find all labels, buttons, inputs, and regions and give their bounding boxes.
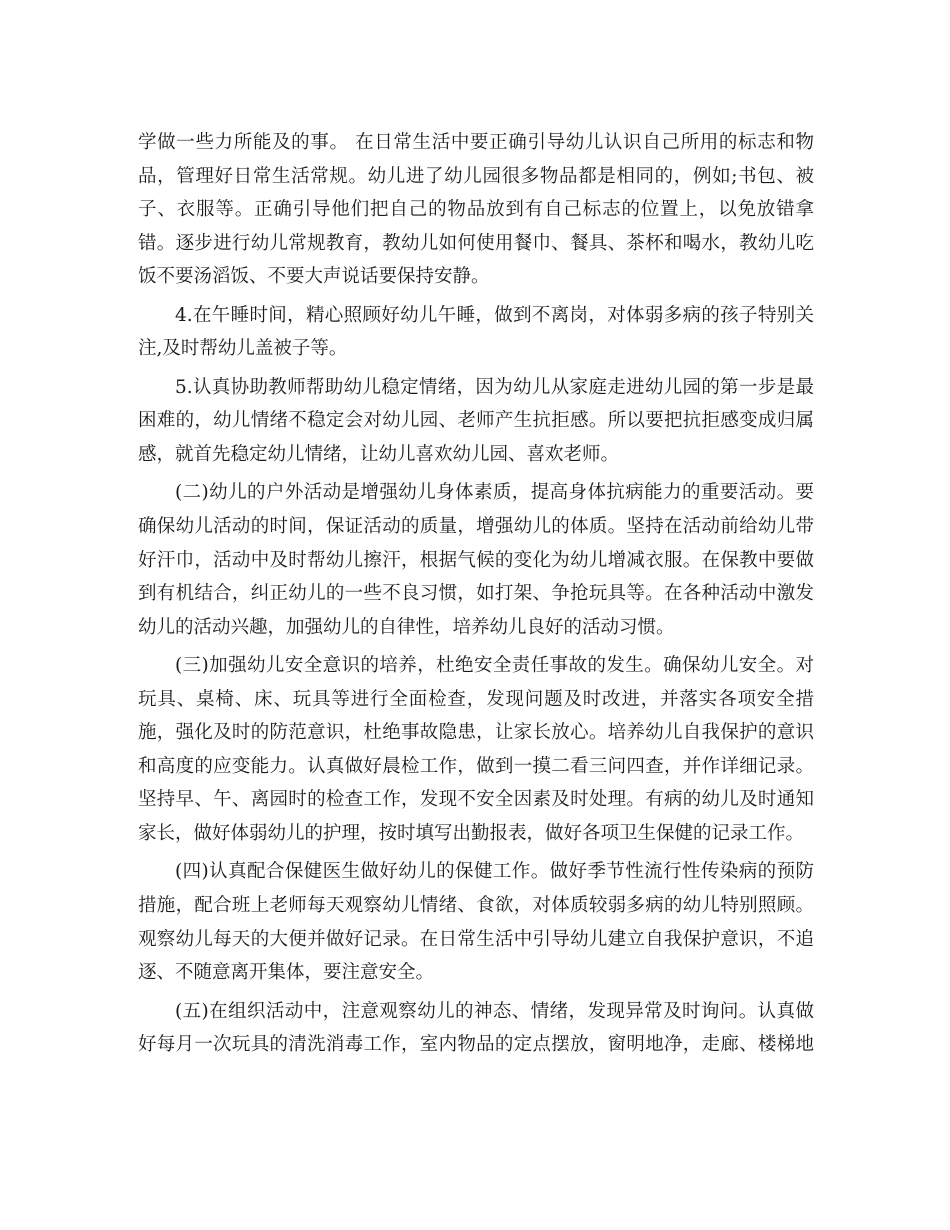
text-line: 品，管理好日常生活常规。幼儿进了幼儿园很多物品都是相同的，例如;书包、被 — [138, 165, 814, 187]
paragraph — [138, 855, 814, 989]
text-line: 子、衣服等。正确引导他们把自己的物品放到有自己标志的位置上，以免放错拿 — [138, 199, 814, 221]
text-line: 5.认真协助教师帮助幼儿稳定情绪，因为幼儿从家庭走进幼儿园的第一步是最 — [175, 376, 814, 398]
text-line: (二)幼儿的户外活动是增强幼儿身体素质，提高身体抗病能力的重要活动。要 — [175, 482, 814, 504]
document-page — [138, 126, 814, 1067]
text-line: 错。逐步进行幼儿常规教育，教幼儿如何使用餐巾、餐具、茶杯和喝水，教幼儿吃 — [138, 232, 814, 254]
text-line: 到有机结合，纠正幼儿的一些不良习惯，如打架、争抢玩具等。在各种活动中激发 — [138, 583, 814, 605]
text-line: 逐、不随意离开集体，要注意安全。 — [138, 962, 435, 984]
text-line: (四)认真配合保健医生做好幼儿的保健工作。做好季节性流行性传染病的预防 — [175, 861, 814, 883]
text-line: 好汗巾，活动中及时帮幼儿擦汗，根据气候的变化为幼儿增减衣服。在保教中要做 — [138, 549, 814, 571]
text-line: 注,及时帮幼儿盖被子等。 — [138, 338, 348, 360]
text-line: 困难的，幼儿情绪不稳定会对幼儿园、老师产生抗拒感。所以要把抗拒感变成归属 — [138, 410, 814, 432]
text-line: 幼儿的活动兴趣，加强幼儿的自律性，培养幼儿良好的活动习惯。 — [138, 616, 675, 638]
text-line: 4.在午睡时间，精心照顾好幼儿午睡，做到不离岗，对体弱多病的孩子特别关 — [175, 304, 814, 326]
text-line: 观察幼儿每天的大便并做好记录。在日常生活中引导幼儿建立自我保护意识，不追 — [138, 928, 814, 950]
text-line: 和高度的应变能力。认真做好晨检工作，做到一摸二看三问四查，并作详细记录。 — [138, 755, 814, 777]
paragraph — [138, 126, 814, 294]
text-line: 确保幼儿活动的时间，保证活动的质量，增强幼儿的体质。坚持在活动前给幼儿带 — [138, 515, 814, 537]
text-line: (五)在组织活动中，注意观察幼儿的神态、情绪，发现异常及时询问。认真做 — [175, 1000, 814, 1022]
text-line: (三)加强幼儿安全意识的培养，杜绝安全责任事故的发生。确保幼儿安全。对 — [175, 655, 814, 677]
text-line: 施，强化及时的防范意识，杜绝事故隐患，让家长放心。培养幼儿自我保护的意识 — [138, 722, 814, 744]
text-line: 好每月一次玩具的清洗消毒工作，室内物品的定点摆放，窗明地净，走廊、楼梯地 — [138, 1034, 814, 1056]
paragraph — [138, 299, 814, 366]
text-line: 措施，配合班上老师每天观察幼儿情绪、食欲，对体质较弱多病的幼儿特别照顾。 — [138, 895, 814, 917]
text-line: 学做一些力所能及的事。 在日常生活中要正确引导幼儿认识自己所用的标志和物 — [138, 132, 814, 153]
text-line: 饭不要汤滔饭、不要大声说话要保持安静。 — [138, 266, 490, 288]
paragraph — [138, 649, 814, 851]
text-line: 坚持早、午、离园时的检查工作，发现不安全因素及时处理。有病的幼儿及时通知 — [138, 789, 814, 811]
text-line: 玩具、桌椅、床、玩具等进行全面检查，发现问题及时改进，并落实各项安全措 — [138, 688, 814, 710]
text-line: 家长，做好体弱幼儿的护理，按时填写出勤报表，做好各项卫生保健的记录工作。 — [138, 823, 805, 845]
paragraph — [138, 995, 814, 1062]
paragraph — [138, 476, 814, 644]
paragraph — [138, 371, 814, 472]
text-line: 感，就首先稳定幼儿情绪，让幼儿喜欢幼儿园、喜欢老师。 — [138, 443, 620, 465]
